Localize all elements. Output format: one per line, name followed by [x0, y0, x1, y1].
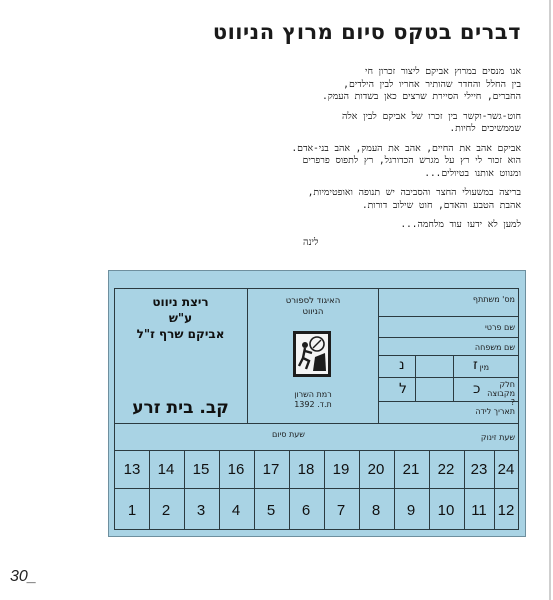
- address-pobox: ת.ד. 1392: [294, 400, 332, 409]
- label-birth-date: תאריך לידה: [475, 407, 515, 416]
- race-name-line2: ע"ש: [168, 311, 193, 325]
- text-line: אהבת הטבע והאדם, חוט שילוב דורות.: [361, 199, 521, 211]
- orienteering-logo: [293, 331, 331, 377]
- checkpoint-24: 24: [497, 461, 515, 478]
- frame-top: [114, 288, 519, 289]
- checkpoint-12: 12: [497, 502, 515, 519]
- grid-mid-line: [114, 488, 519, 489]
- checkpoint-7: 7: [336, 502, 346, 519]
- label-gender: מין: [479, 363, 489, 372]
- row-line: [378, 355, 519, 356]
- label-finish-time: שעת סיום: [272, 430, 305, 439]
- checkpoint-9: 9: [406, 502, 416, 519]
- checkpoint-8: 8: [371, 502, 381, 519]
- gender-option-male: ז: [473, 357, 478, 373]
- label-divider: [453, 355, 454, 401]
- checkpoint-21: 21: [402, 461, 420, 478]
- checkpoint-1: 1: [127, 502, 137, 519]
- text-line: ומנווט אותנו בטיולים...: [424, 167, 521, 179]
- paragraph-4: [221, 187, 521, 212]
- text-line: בין החלל והחדר שהותיר אחריו לבין הילדים,: [343, 78, 521, 90]
- page-right-edge: [549, 0, 551, 600]
- frame-right: [518, 288, 519, 530]
- checkpoint-23: 23: [470, 461, 488, 478]
- gender-option-female: נ: [399, 357, 405, 373]
- race-name-line1: ריצת ניווט: [152, 295, 209, 309]
- checkpoint-22: 22: [437, 461, 455, 478]
- text-line: אנו מנסים במרוץ אביקם ליצור זכרון חי: [365, 66, 521, 77]
- checkpoint-16: 16: [227, 461, 245, 478]
- runner-compass-icon: [293, 331, 331, 377]
- checkpoint-14: 14: [157, 461, 175, 478]
- text-line: למען לא ידעו עוד מלחמה...: [400, 219, 521, 230]
- group-option-no: ל: [399, 381, 407, 397]
- page-title: דברים בטקס סיום מרוץ הניווט: [212, 20, 521, 44]
- navigation-race-ticket: [108, 270, 526, 537]
- speech-text: [221, 66, 521, 239]
- text-line: שממשיכים לחיות.: [449, 123, 521, 134]
- option-divider: [415, 355, 416, 401]
- checkpoint-18: 18: [297, 461, 315, 478]
- checkpoint-19: 19: [332, 461, 350, 478]
- org-name-line1: האיגוד לספורט: [285, 296, 341, 306]
- checkpoint-5: 5: [266, 502, 276, 519]
- org-name-line2: הניווט: [302, 307, 324, 317]
- row-line: [378, 337, 519, 338]
- row-line: [378, 316, 519, 317]
- checkpoint-15: 15: [192, 461, 210, 478]
- kibbutz-stamp: קב. בית זרע: [132, 398, 229, 418]
- label-last-name: שם משפחה: [474, 343, 515, 352]
- group-option-yes: כ: [473, 381, 481, 397]
- text-line: חוט-גשר-וקשר בין זכרו של אביקם לבין אלה: [342, 110, 521, 122]
- label-group: חלק מקבוצה ?: [487, 380, 515, 407]
- checkpoint-6: 6: [301, 502, 311, 519]
- label-first-name: שם פרטי: [484, 323, 515, 332]
- text-line: בריצה במשעולי החצר והסביבה יש תנופה ואופטימיות,: [307, 187, 521, 198]
- text-line: אביקם אהב את החיים, אהב את העמק, אהב בני-אדם.: [291, 142, 521, 154]
- page-number: 30_: [10, 568, 37, 585]
- paragraph-3: [221, 143, 521, 181]
- checkpoint-13: 13: [123, 461, 141, 478]
- label-start-time: שעת זינוק: [480, 433, 515, 442]
- divider-horizontal: [114, 423, 519, 424]
- frame-bottom: [114, 529, 519, 530]
- label-participant-no: מס' משתתף: [472, 295, 515, 304]
- checkpoint-11: 11: [471, 502, 487, 519]
- paragraph-2: [221, 111, 521, 136]
- paragraph-1: [221, 66, 521, 104]
- checkpoint-17: 17: [262, 461, 280, 478]
- text-line: הוא זכור לי רץ על מגרש הכדורגל, רץ לתפוס פרפרים: [302, 155, 521, 166]
- checkpoint-2: 2: [161, 502, 171, 519]
- checkpoint-4: 4: [231, 502, 241, 519]
- checkpoint-3: 3: [196, 502, 206, 519]
- signature: לינה: [303, 237, 319, 248]
- paragraph-5: [221, 219, 521, 232]
- checkpoint-20: 20: [367, 461, 385, 478]
- grid-top-line: [114, 450, 519, 451]
- race-name-line3: אביקם שרף ז"ל: [136, 327, 225, 341]
- address-city: רמת השרון: [294, 390, 332, 399]
- checkpoint-10: 10: [437, 502, 455, 519]
- text-line: החברים, חיילי הסיירת שרצים כאן בשדות העמק.: [322, 91, 521, 102]
- row-line: [378, 377, 519, 378]
